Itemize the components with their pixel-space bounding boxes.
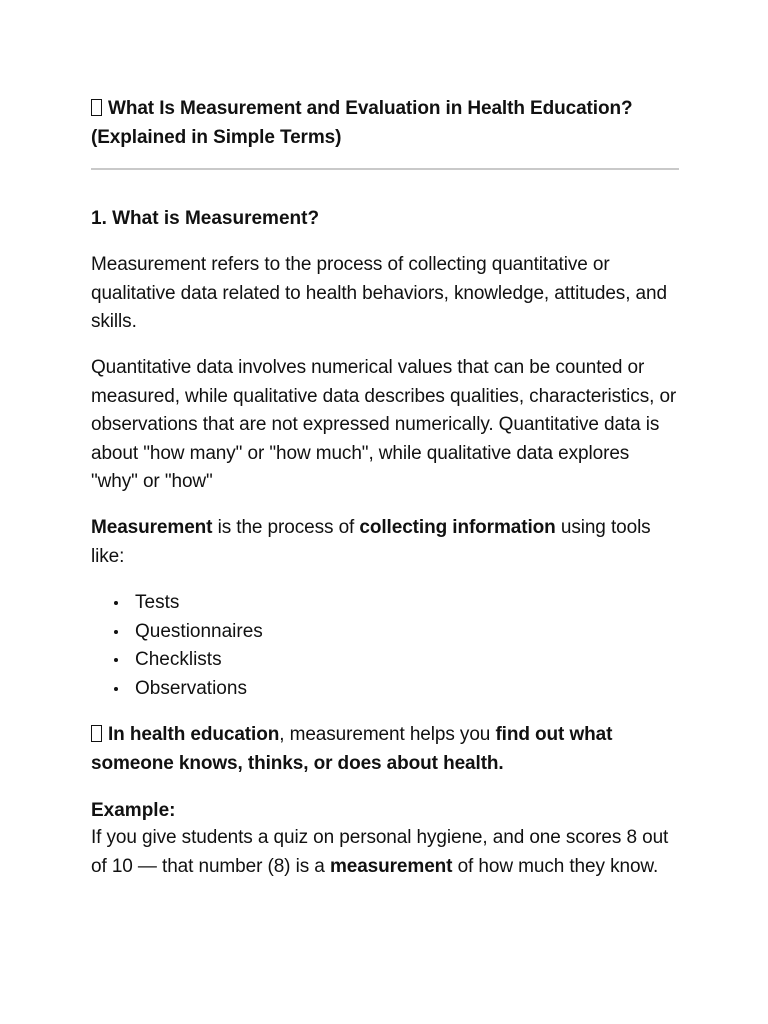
text-process-of: is the process of xyxy=(212,517,360,538)
list-item xyxy=(91,675,263,704)
paragraph-example xyxy=(91,824,681,881)
paragraph-definition: Measurement refers to the process of collecting quantitative or qualitative data related to health behaviors, knowledge, attitudes, and skills. xyxy=(91,254,667,332)
bold-in-health-education: In health education xyxy=(108,724,280,745)
box-glyph-icon xyxy=(91,99,102,116)
text-example-2: of how much they know. xyxy=(452,855,659,877)
title-text-1: What Is Measurement and Evaluation in Health Education? xyxy=(108,98,633,119)
text-example-1: If you give students a quiz on personal hygiene, and one scores 8 out of 10 — that number (8) is a xyxy=(91,827,669,877)
bullet-icon xyxy=(114,658,118,662)
list-item xyxy=(91,618,263,647)
paragraph-tools-intro xyxy=(91,514,681,571)
horizontal-divider xyxy=(91,168,679,170)
bullet-icon xyxy=(114,630,118,634)
bullet-icon xyxy=(114,687,118,691)
tools-list xyxy=(91,589,263,703)
document-title xyxy=(91,94,681,152)
section-heading: 1. What is Measurement? xyxy=(91,208,320,229)
list-item-label: Questionnaires xyxy=(135,620,263,642)
list-item-label: Observations xyxy=(135,677,247,699)
box-glyph-icon xyxy=(91,725,102,742)
title-line-2: (Explained in Simple Terms) xyxy=(91,127,342,148)
example-heading: Example: xyxy=(91,800,176,821)
bold-measurement-example: measurement xyxy=(329,855,453,877)
list-item xyxy=(91,646,263,675)
list-item-label: Checklists xyxy=(135,649,222,670)
bold-collecting-information: collecting information xyxy=(359,517,556,538)
text-using-tools: using tools like: xyxy=(91,517,651,567)
paragraph-health-education xyxy=(91,721,681,778)
title-line-1 xyxy=(91,94,681,123)
paragraph-quantitative-qualitative: Quantitative data involves numerical values that can be counted or measured, while qualitative data describes qualities, characteristics, or observations that are not expressed numerically. Quantitative data is about "how many" or "how much", while qualitative data explores "why" or "how" xyxy=(91,357,677,492)
list-item xyxy=(91,589,263,618)
list-item-label: Tests xyxy=(135,592,180,613)
bullet-icon xyxy=(114,601,118,605)
bold-measurement: Measurement xyxy=(91,517,213,538)
bold-find-out: find out what someone knows, thinks, or does about health. xyxy=(91,724,613,774)
text-measurement-helps: , measurement helps you xyxy=(279,724,496,745)
